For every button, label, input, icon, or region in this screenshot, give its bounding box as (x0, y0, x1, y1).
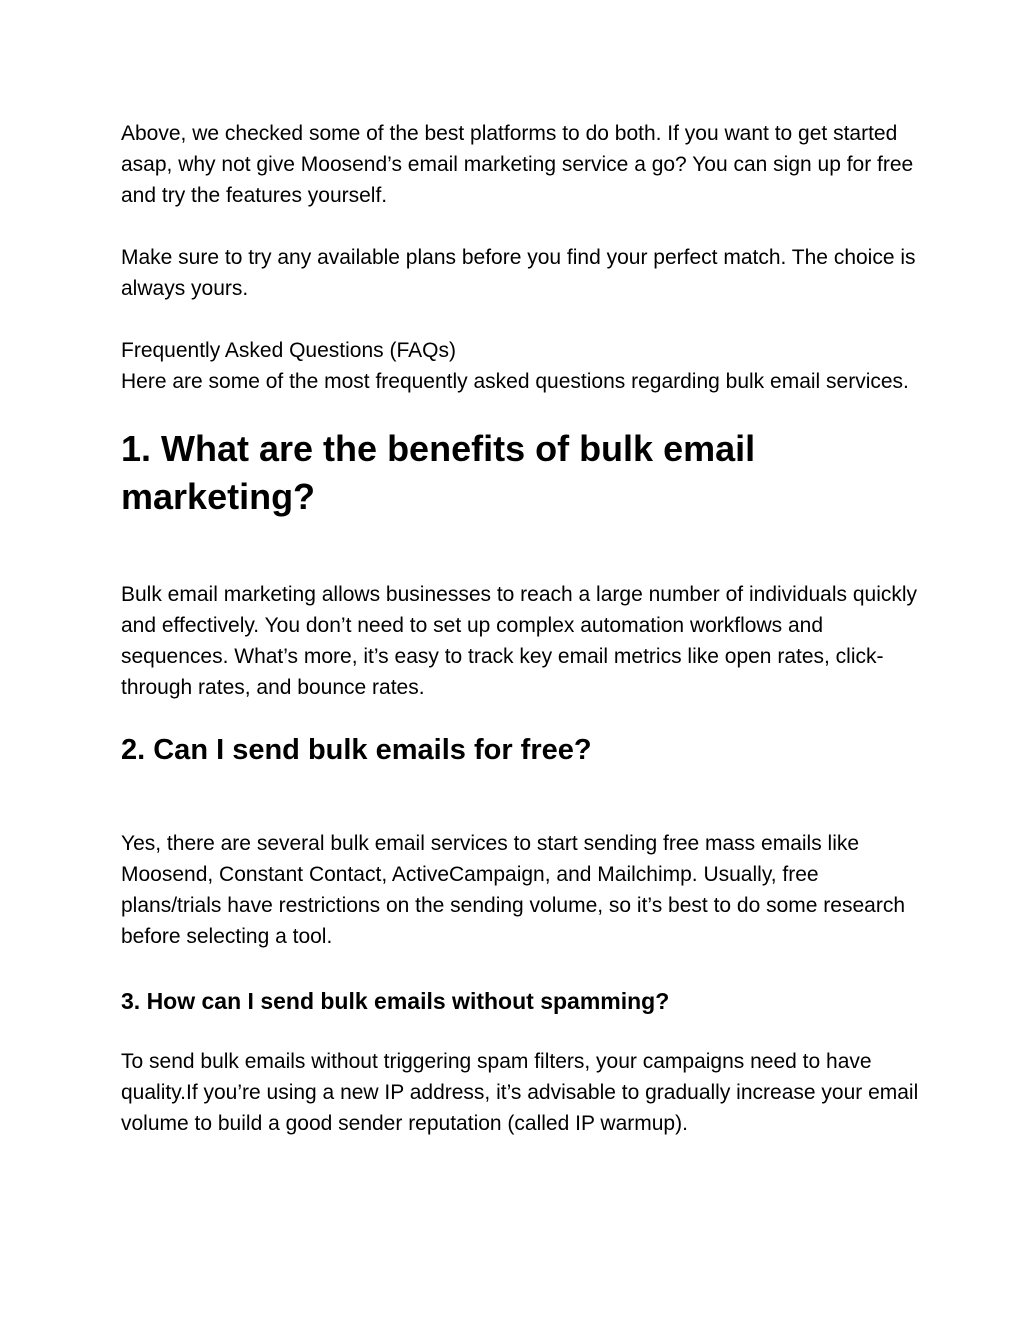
faq-answer-1: Bulk email marketing allows businesses to reach a large number of individuals quickly and effectively. You don’t need to set up complex automation workflows and sequences. What’s more, it’s easy to track key email metrics like open rates, click-through rates, and bounce rates. (121, 583, 918, 699)
document-page (121, 118, 921, 1139)
faq-question-3: 3. How can I send bulk emails without spamming? (121, 988, 670, 1014)
faq-question-1: 1. What are the benefits of bulk email marketing? (121, 428, 756, 517)
intro-paragraph-plans: Make sure to try any available plans before you find your perfect match. The choice is always yours. (121, 246, 916, 300)
intro-paragraph: Above, we checked some of the best platforms to do both. If you want to get started asap, why not give Moosend’s email marketing service a go? You can sign up for free and try the features yourself. (121, 122, 914, 207)
faq-section-heading: Frequently Asked Questions (FAQs) (121, 339, 456, 362)
faq-section-intro: Here are some of the most frequently asked questions regarding bulk email services. (121, 370, 909, 393)
faq-answer-3: To send bulk emails without triggering spam filters, your campaigns need to have quality.If you’re using a new IP address, it’s advisable to gradually increase your email volume to build a good sender reputation (called IP warmup). (121, 1050, 919, 1135)
faq-answer-2: Yes, there are several bulk email services to start sending free mass emails like Moosend, Constant Contact, ActiveCampaign, and Mailchimp. Usually, free plans/trials have restrictions on the sending volume, so it’s best to do some research before selecting a tool. (121, 832, 906, 948)
faq-question-2: 2. Can I send bulk emails for free? (121, 734, 592, 766)
